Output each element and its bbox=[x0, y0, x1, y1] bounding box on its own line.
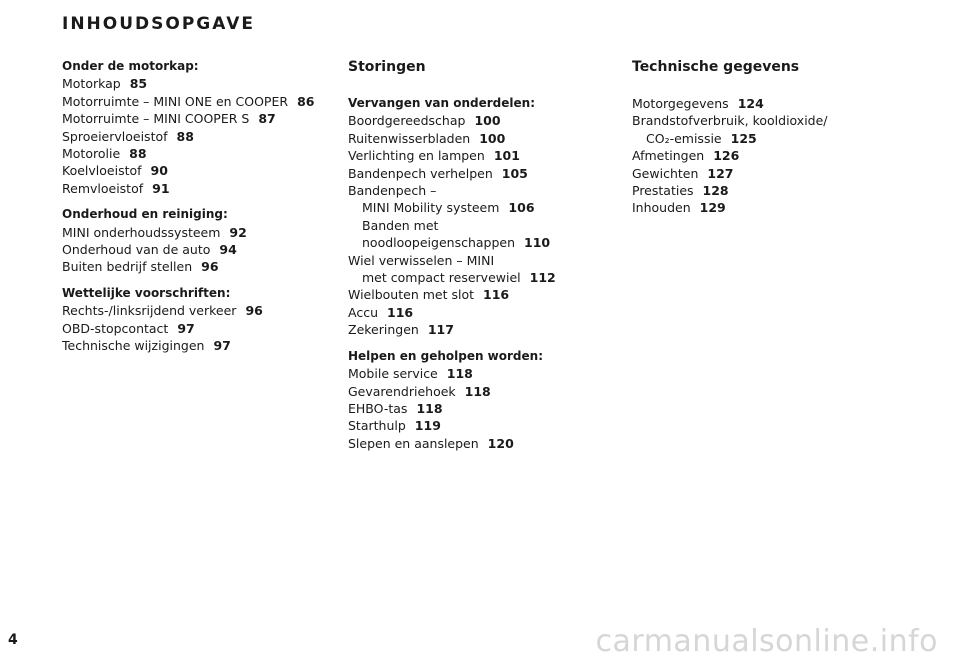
toc-entry-label: Starthulp bbox=[348, 418, 406, 434]
watermark: carmanualsonline.info bbox=[595, 624, 938, 659]
toc-entry-label: Motorruimte – MINI ONE en COOPER bbox=[62, 93, 289, 109]
column-title: Technische gegevens bbox=[632, 59, 800, 75]
toc-entry-label: met compact reservewiel bbox=[362, 270, 521, 286]
toc-entry-label: noodloopeigenschappen bbox=[362, 235, 516, 251]
toc-entry-label: Wielbouten met slot bbox=[348, 287, 474, 303]
toc-entry[interactable] bbox=[348, 165, 618, 182]
column-title: Storingen bbox=[348, 59, 426, 75]
toc-entry-page: 88 bbox=[176, 128, 194, 144]
toc-entry[interactable] bbox=[348, 217, 618, 234]
toc-entry-label: Banden met bbox=[362, 217, 439, 233]
toc-entry-label: Motorkap bbox=[62, 76, 121, 92]
toc-entry-page: 100 bbox=[479, 130, 506, 146]
toc-entry[interactable] bbox=[348, 182, 618, 199]
section-heading: Vervangen van onderdelen: bbox=[348, 96, 535, 110]
toc-entry-page: 117 bbox=[427, 322, 454, 338]
toc-entry-label: MINI Mobility systeem bbox=[362, 200, 500, 216]
toc-entry-label: Onderhoud van de auto bbox=[62, 242, 211, 258]
toc-column-1 bbox=[62, 58, 332, 364]
toc-section bbox=[348, 95, 618, 339]
toc-entry-page: 94 bbox=[219, 242, 237, 258]
toc-section bbox=[62, 285, 332, 355]
toc-entry[interactable] bbox=[62, 241, 332, 258]
toc-entry-page: 96 bbox=[245, 303, 263, 319]
toc-entry-label: Remvloeistof bbox=[62, 180, 144, 196]
toc-entry-page: 118 bbox=[446, 366, 473, 382]
toc-entry[interactable] bbox=[632, 95, 902, 112]
toc-entry-label: Gevarendriehoek bbox=[348, 383, 456, 399]
toc-entry-page: 110 bbox=[524, 235, 551, 251]
toc-entry[interactable] bbox=[348, 321, 618, 338]
toc-entry-label: OBD-stopcontact bbox=[62, 320, 169, 336]
toc-entry-label: Sproeiervloeistof bbox=[62, 128, 168, 144]
toc-entry[interactable] bbox=[62, 337, 332, 354]
toc-section bbox=[62, 206, 332, 276]
toc-entry-label: Motorgegevens bbox=[632, 96, 729, 111]
toc-entry-label: Boordgereedschap bbox=[348, 113, 466, 129]
toc-entry[interactable] bbox=[348, 286, 618, 303]
toc-entry-page: 106 bbox=[508, 200, 535, 216]
toc-entry-page: 86 bbox=[297, 93, 315, 109]
toc-entry-page: 101 bbox=[493, 148, 520, 164]
toc-entry-page: 100 bbox=[474, 113, 501, 129]
toc-entry-label: Accu bbox=[348, 304, 378, 320]
toc-entry-label: Koelvloeistof bbox=[62, 163, 142, 179]
toc-entry[interactable] bbox=[348, 435, 618, 452]
toc-entry[interactable] bbox=[62, 93, 332, 110]
toc-entry[interactable] bbox=[348, 365, 618, 382]
toc-entry-label: Zekeringen bbox=[348, 322, 419, 338]
toc-entry[interactable] bbox=[632, 147, 902, 164]
toc-entry-label: Afmetingen bbox=[632, 148, 705, 164]
toc-entry-page: 128 bbox=[702, 183, 729, 199]
toc-entry-page: 92 bbox=[229, 224, 247, 240]
toc-entry[interactable] bbox=[62, 320, 332, 337]
toc-entry-page: 97 bbox=[213, 338, 231, 354]
toc-entry-page: 97 bbox=[177, 320, 195, 336]
toc-entry[interactable] bbox=[348, 199, 618, 216]
toc-entry[interactable] bbox=[348, 112, 618, 129]
toc-entry-label: Ruitenwisserbladen bbox=[348, 130, 471, 146]
toc-entry-label: Gewichten bbox=[632, 165, 699, 181]
toc-entry-page: 127 bbox=[707, 165, 734, 181]
toc-entry-page: 129 bbox=[699, 200, 726, 216]
toc-entry-label: Wiel verwisselen – MINI bbox=[348, 252, 495, 268]
toc-entry[interactable] bbox=[632, 165, 902, 182]
toc-entry[interactable] bbox=[348, 383, 618, 400]
toc-entry-page: 96 bbox=[201, 259, 219, 275]
toc-entry-label: Inhouden bbox=[632, 200, 691, 216]
toc-entry-page: 126 bbox=[713, 148, 740, 164]
toc-entry-label: Mobile service bbox=[348, 366, 438, 382]
toc-entry-page: 91 bbox=[152, 180, 170, 196]
toc-section bbox=[348, 348, 618, 452]
toc-entry-page: 118 bbox=[464, 383, 491, 399]
toc-entry-page: 105 bbox=[501, 165, 528, 181]
page-title: INHOUDSOPGAVE bbox=[62, 14, 256, 34]
toc-entry-label: MINI onderhoudssysteem bbox=[62, 224, 221, 240]
toc-entry-label: Brandstofverbruik, kooldioxide/ bbox=[632, 113, 828, 129]
toc-column-2 bbox=[348, 58, 618, 461]
toc-entry[interactable] bbox=[62, 302, 332, 319]
toc-entry[interactable] bbox=[62, 224, 332, 241]
toc-entry[interactable] bbox=[348, 304, 618, 321]
toc-entry-label: Rechts-/linksrijdend verkeer bbox=[62, 303, 237, 319]
toc-entry-label: CO₂-emissie bbox=[646, 130, 722, 146]
toc-column-3 bbox=[632, 58, 902, 226]
toc-entry-page: 90 bbox=[150, 163, 168, 179]
toc-entry[interactable] bbox=[632, 112, 902, 129]
toc-entry-page: 87 bbox=[258, 111, 276, 127]
toc-entry[interactable] bbox=[348, 234, 618, 251]
toc-entry[interactable] bbox=[348, 400, 618, 417]
toc-entry[interactable] bbox=[62, 162, 332, 179]
toc-entry[interactable] bbox=[62, 110, 332, 127]
toc-entry-label: Technische wijzigingen bbox=[62, 338, 205, 354]
toc-entry-page: 116 bbox=[387, 304, 414, 320]
toc-entry[interactable] bbox=[348, 269, 618, 286]
toc-section bbox=[62, 58, 332, 197]
toc-entry-page: 124 bbox=[737, 96, 764, 111]
toc-entry[interactable] bbox=[632, 199, 902, 216]
toc-entry[interactable] bbox=[62, 258, 332, 275]
toc-entry-label: Motorolie bbox=[62, 146, 121, 162]
toc-entry-label: Bandenpech – bbox=[348, 183, 437, 199]
toc-entry-label: EHBO-tas bbox=[348, 400, 408, 416]
toc-entry[interactable] bbox=[62, 75, 332, 92]
toc-section bbox=[632, 95, 902, 217]
section-heading: Onderhoud en reiniging: bbox=[62, 207, 228, 222]
toc-entry-page: 88 bbox=[129, 146, 147, 162]
toc-entry-page: 118 bbox=[416, 400, 443, 416]
toc-entry[interactable] bbox=[632, 130, 902, 147]
section-heading: Helpen en geholpen worden: bbox=[348, 348, 543, 363]
toc-entry-label: Prestaties bbox=[632, 183, 694, 199]
section-heading: Onder de motorkap: bbox=[62, 59, 199, 73]
toc-entry[interactable] bbox=[62, 128, 332, 145]
toc-entry[interactable] bbox=[62, 145, 332, 162]
toc-entry-label: Buiten bedrijf stellen bbox=[62, 259, 193, 275]
toc-entry[interactable] bbox=[348, 130, 618, 147]
section-heading: Wettelijke voorschriften: bbox=[62, 285, 231, 300]
toc-entry[interactable] bbox=[62, 180, 332, 197]
toc-entry-page: 125 bbox=[730, 130, 757, 146]
toc-entry[interactable] bbox=[348, 147, 618, 164]
toc-entry-page: 120 bbox=[487, 435, 514, 451]
toc-entry[interactable] bbox=[348, 252, 618, 269]
toc-entry-label: Bandenpech verhelpen bbox=[348, 165, 493, 181]
page-number: 4 bbox=[8, 632, 18, 648]
toc-entry-page: 116 bbox=[483, 287, 510, 303]
toc-entry-label: Slepen en aanslepen bbox=[348, 435, 479, 451]
toc-entry-page: 112 bbox=[529, 270, 556, 286]
toc-entry[interactable] bbox=[348, 417, 618, 434]
toc-entry[interactable] bbox=[632, 182, 902, 199]
toc-entry-page: 119 bbox=[414, 418, 441, 434]
toc-entry-label: Motorruimte – MINI COOPER S bbox=[62, 111, 250, 127]
toc-entry-page: 85 bbox=[129, 76, 148, 92]
toc-entry-label: Verlichting en lampen bbox=[348, 148, 485, 164]
